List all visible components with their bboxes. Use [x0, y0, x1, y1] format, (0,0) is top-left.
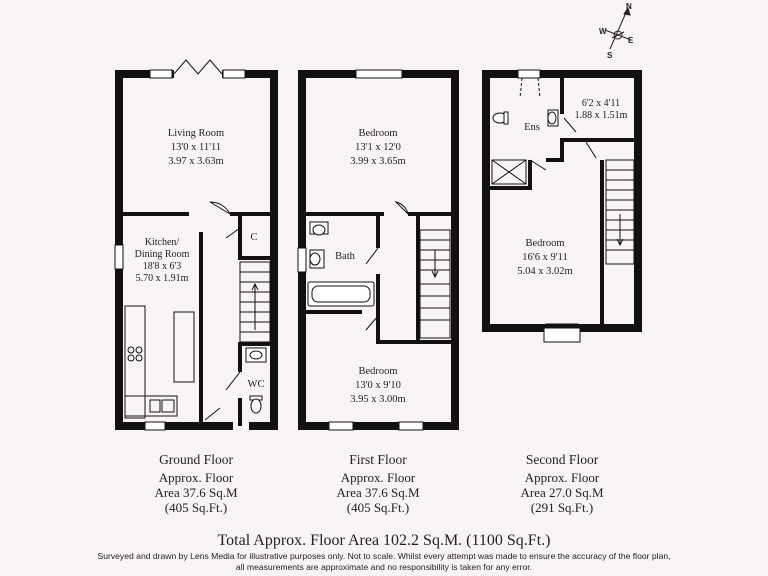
ground-floor-area-line2: Area 37.6 Sq.M — [154, 485, 238, 500]
second-bedroom-name: Bedroom — [525, 238, 565, 249]
kitchen-imperial: 18'8 x 6'3 — [142, 261, 182, 272]
disclaimer-line2: all measurements are approximate and no responsibility is taken for any error. — [235, 562, 533, 572]
kitchen-name-line1: Kitchen/ — [144, 237, 180, 248]
first-floor-area-line1: Approx. Floor — [340, 470, 416, 485]
ensuite-label: Ens — [524, 122, 540, 133]
ground-floor-area-line1: Approx. Floor — [158, 470, 234, 485]
second-floor-area-line1: Approx. Floor — [524, 470, 600, 485]
second-floor-area-line2: Area 27.0 Sq.M — [520, 485, 604, 500]
bath-label: Bath — [335, 251, 355, 262]
store-imperial: 6'2 x 4'11 — [581, 98, 621, 109]
first-bedroom-bottom-metric: 3.95 x 3.00m — [350, 394, 406, 405]
ground-floor-title: Ground Floor — [159, 452, 233, 467]
first-bedroom-top-metric: 3.99 x 3.65m — [350, 156, 406, 167]
living-room-metric: 3.97 x 3.63m — [168, 156, 224, 167]
kitchen-metric: 5.70 x 1.91m — [135, 273, 189, 284]
store-metric: 1.88 x 1.51m — [574, 110, 628, 121]
first-floor-title: First Floor — [349, 452, 407, 467]
second-bedroom-metric: 5.04 x 3.02m — [517, 266, 573, 277]
kitchen-name-line2: Dining Room — [134, 249, 190, 260]
ground-floor-caption — [106, 452, 286, 515]
first-bedroom-top-imperial: 13'1 x 12'0 — [355, 142, 401, 153]
ground-floor-plan — [115, 60, 274, 430]
first-bedroom-top-name: Bedroom — [358, 128, 398, 139]
first-bedroom-bottom-name: Bedroom — [358, 366, 398, 377]
compass-s: S — [607, 51, 613, 60]
second-floor-area-line3: (291 Sq.Ft.) — [530, 500, 594, 515]
first-bedroom-bottom-imperial: 13'0 x 9'10 — [355, 380, 401, 391]
first-floor-caption — [288, 452, 468, 515]
wc-label: WC — [247, 379, 265, 390]
second-bedroom-imperial: 16'6 x 9'11 — [522, 252, 568, 263]
second-floor-title: Second Floor — [525, 452, 599, 467]
second-floor-caption — [472, 452, 652, 515]
living-room-name: Living Room — [167, 128, 225, 139]
cupboard-label: C — [250, 232, 258, 243]
compass-e: E — [628, 36, 634, 45]
second-floor-plan — [486, 70, 638, 342]
first-floor-plan — [298, 70, 455, 430]
living-room-imperial: 13'0 x 11'11 — [170, 142, 222, 153]
compass-n: N — [626, 2, 632, 11]
total-floor-area: Total Approx. Floor Area 102.2 Sq.M. (1100 Sq.Ft.) — [217, 532, 551, 549]
disclaimer-line1: Surveyed and drawn by Lens Media for illustrative purposes only. Not to scale. Whilst every attempt was made to ensure the accuracy of the floor plan, — [97, 551, 671, 561]
ground-floor-area-line3: (405 Sq.Ft.) — [164, 500, 228, 515]
disclaimer — [0, 551, 768, 573]
first-floor-area-line3: (405 Sq.Ft.) — [346, 500, 410, 515]
compass-w: W — [599, 27, 607, 36]
first-floor-area-line2: Area 37.6 Sq.M — [336, 485, 420, 500]
